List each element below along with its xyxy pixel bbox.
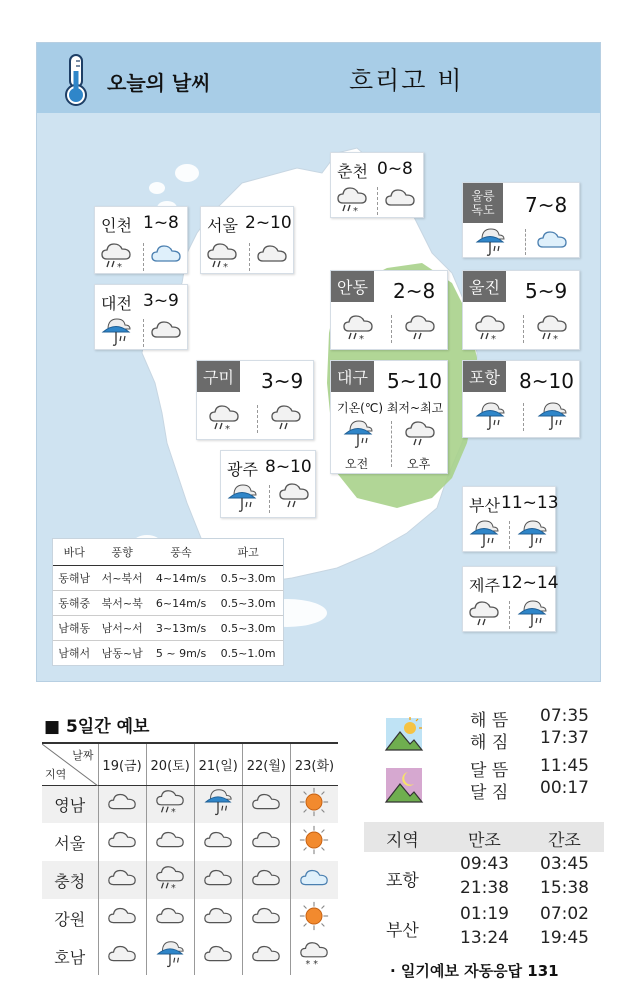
cloud-rain-snow-icon: [154, 862, 186, 894]
map-header: [37, 43, 600, 113]
cloud-rain-snow-icon: [535, 311, 569, 345]
sunset-label: 해 짐: [470, 733, 509, 753]
sea-cell: 5 ~ 9m/s: [155, 646, 207, 660]
city-card-gwangju: [220, 450, 316, 518]
sea-cell: 남해서: [58, 647, 91, 660]
cloud-rain-snow-icon: [473, 311, 507, 345]
rain-icon: [154, 938, 186, 970]
sunrise-label: 해 뜸: [470, 711, 509, 731]
divider: [391, 315, 392, 343]
tide-header-high: 만조: [468, 831, 501, 851]
table-row: [53, 641, 283, 666]
cloud-rain-snow-icon: [207, 401, 241, 435]
cloud-icon: [106, 900, 138, 932]
cloud-icon: [383, 181, 417, 215]
sea-condition-table: [52, 538, 284, 666]
table-row: [42, 937, 338, 975]
tide-low-2: 19:45: [540, 928, 589, 948]
city-temp: 7~8: [525, 193, 568, 217]
cloud-rain-snow-icon: [99, 239, 133, 273]
cloud-rain-icon: [403, 311, 437, 345]
corner-header: [42, 743, 98, 785]
city-temp: 5~10: [387, 369, 442, 393]
divider: [523, 315, 524, 343]
legend-label: 기온(℃) 최저~최고: [337, 401, 444, 415]
tide-low-1: 07:02: [540, 904, 589, 924]
sea-cell: 동해남: [53, 566, 95, 591]
tide-header-region: 지역: [386, 831, 419, 851]
city-badge: 대구: [331, 361, 374, 392]
city-card-jeju: [462, 566, 559, 632]
ars-info: · 일기예보 자동응답 131: [390, 962, 559, 980]
city-card-ulleung-dokdo: [462, 182, 580, 258]
cloud-light-icon: [149, 237, 183, 271]
sea-cell: 6~14m/s: [149, 591, 213, 616]
city-name: 인천: [101, 216, 132, 235]
region-label: 충청: [42, 861, 98, 899]
moonrise-label: 달 뜸: [470, 761, 509, 781]
moonrise-time: 11:45: [540, 756, 589, 776]
sea-header: 풍향: [95, 539, 148, 566]
cloud-icon: [154, 824, 186, 856]
sea-cell: 0.5~3.0m: [213, 591, 283, 616]
city-badge: 구미: [197, 361, 240, 392]
divider: [257, 405, 258, 433]
cloud-rain-icon: [277, 479, 311, 513]
cloud-light-icon: [535, 223, 569, 257]
table-row: [42, 861, 338, 899]
sea-cell: 남동~남: [101, 647, 143, 660]
city-card-seoul: [200, 206, 294, 274]
table-row: [53, 566, 283, 591]
sunset-time: 17:37: [540, 728, 589, 748]
weather-summary: 흐리고 비: [349, 66, 464, 95]
divider: [509, 601, 510, 629]
city-name: 서울: [207, 216, 238, 235]
city-badge: 울릉 독도: [463, 183, 503, 223]
divider: [249, 243, 250, 271]
cloud-icon: [250, 786, 282, 818]
corner-top-label: 날짜: [72, 749, 94, 762]
cloud-icon: [106, 786, 138, 818]
region-label: 강원: [42, 899, 98, 937]
city-temp: 5~9: [525, 279, 568, 303]
city-temp: 11~13: [501, 493, 559, 513]
tide-region: 부산: [386, 921, 419, 941]
city-card-andong: [330, 270, 448, 350]
divider: [143, 243, 144, 271]
sea-cell: 서~북서: [95, 566, 148, 591]
city-badge: 안동: [331, 271, 374, 302]
city-temp: 8~10: [265, 457, 312, 477]
moonset-label: 달 짐: [470, 783, 509, 803]
moonset-time: 00:17: [540, 778, 589, 798]
city-badge: 울진: [463, 271, 506, 302]
sunrise-time: 07:35: [540, 706, 589, 726]
sea-cell: 동해중: [53, 591, 95, 616]
tide-high-1: 09:43: [460, 854, 509, 874]
cloud-rain-icon: [269, 401, 303, 435]
city-card-gumi: [196, 360, 314, 440]
moonrise-mountain-icon: [384, 764, 424, 804]
rain-icon: [467, 517, 501, 551]
sea-cell: 4~14m/s: [149, 566, 213, 591]
rain-icon: [225, 481, 259, 515]
day-header: 19(금): [98, 743, 146, 785]
rain-icon: [515, 597, 549, 631]
sun-icon: [298, 824, 330, 856]
tide-region: 포항: [386, 871, 419, 891]
rain-icon: [535, 399, 569, 433]
cloud-rain-snow-icon: [335, 183, 369, 217]
tide-low-1: 03:45: [540, 854, 589, 874]
table-row: [42, 823, 338, 861]
divider: [391, 421, 392, 467]
rain-icon: [202, 786, 234, 818]
city-name: 제주: [469, 576, 500, 595]
city-badge: 포항: [463, 361, 506, 392]
cloud-icon: [255, 237, 289, 271]
city-card-pohang: [462, 360, 580, 438]
sea-cell: 3~13m/s: [149, 616, 213, 641]
sun-icon: [298, 900, 330, 932]
cloud-icon: [250, 900, 282, 932]
sea-header: 파고: [213, 539, 283, 566]
region-label: 영남: [42, 785, 98, 823]
city-card-daejeon: [94, 284, 188, 350]
cloud-icon: [149, 313, 183, 347]
cloud-icon: [106, 938, 138, 970]
divider: [525, 229, 526, 255]
sea-cell: 남서~서: [95, 616, 148, 641]
city-card-uljin: [462, 270, 580, 350]
cloud-rain-snow-icon: [205, 239, 239, 273]
sea-header: 바다: [53, 539, 95, 566]
cloud-icon: [106, 862, 138, 894]
sea-cell: 0.5~3.0m: [213, 566, 283, 591]
cloud-icon: [250, 862, 282, 894]
legend-am: 오전: [345, 457, 369, 471]
table-row: [42, 785, 338, 823]
cloud-light-icon: [298, 862, 330, 894]
cloud-icon: [202, 862, 234, 894]
city-temp: 1~8: [143, 213, 179, 233]
rain-icon: [99, 315, 133, 349]
city-temp: 8~10: [519, 369, 574, 393]
city-temp: 2~10: [245, 213, 292, 233]
divider: [143, 319, 144, 347]
sea-cell: 남해동: [53, 616, 95, 641]
divider: [509, 521, 510, 549]
tide-high-1: 01:19: [460, 904, 509, 924]
day-header: 22(월): [242, 743, 290, 785]
cloud-icon: [154, 900, 186, 932]
city-card-daegu: [330, 360, 448, 474]
rain-icon: [473, 399, 507, 433]
thermometer-icon: [59, 53, 93, 107]
sea-cell: 0.5~1.0m: [220, 646, 276, 660]
city-temp: 3~9: [143, 291, 179, 311]
city-temp: 12~14: [501, 573, 559, 593]
table-row: [42, 899, 338, 937]
day-header: 20(토): [146, 743, 194, 785]
table-row: [53, 616, 283, 641]
cloud-snow-icon: [298, 938, 330, 970]
sunrise-mountain-icon: [384, 712, 424, 752]
cloud-rain-icon: [403, 417, 437, 451]
city-temp: 0~8: [377, 159, 413, 179]
city-temp: 2~8: [393, 279, 436, 303]
tide-high-2: 13:24: [460, 928, 509, 948]
cloud-rain-snow-icon: [154, 786, 186, 818]
tide-high-2: 21:38: [460, 878, 509, 898]
five-day-forecast-table: [42, 742, 338, 975]
tide-header-low: 간조: [548, 831, 581, 851]
cloud-icon: [202, 938, 234, 970]
cloud-icon: [202, 824, 234, 856]
tide-low-2: 15:38: [540, 878, 589, 898]
city-name: 부산: [469, 496, 500, 515]
rain-icon: [473, 225, 507, 259]
sun-icon: [298, 786, 330, 818]
city-name: 춘천: [337, 162, 368, 181]
sea-cell: 북서~북: [95, 591, 148, 616]
day-header: 21(일): [194, 743, 242, 785]
city-name: 광주: [227, 460, 258, 479]
legend-pm: 오후: [407, 457, 431, 471]
day-header: 23(화): [290, 743, 338, 785]
city-temp: 3~9: [261, 369, 304, 393]
divider: [377, 187, 378, 215]
cloud-icon: [250, 824, 282, 856]
cloud-icon: [250, 938, 282, 970]
app-title: 오늘의 날씨: [107, 71, 211, 95]
city-card-incheon: [94, 206, 188, 274]
rain-icon: [515, 517, 549, 551]
cloud-icon: [106, 824, 138, 856]
city-card-chuncheon: [330, 152, 424, 218]
city-card-busan: [462, 486, 559, 552]
city-name: 대전: [101, 294, 132, 313]
cloud-icon: [202, 900, 234, 932]
corner-bottom-label: 지역: [45, 767, 67, 781]
forecast-title: ■ 5일간 예보: [44, 717, 150, 737]
sea-cell: 0.5~3.0m: [213, 616, 283, 641]
rain-icon: [341, 417, 375, 451]
divider: [269, 485, 270, 513]
cloud-rain-icon: [467, 597, 501, 631]
divider: [523, 403, 524, 431]
region-label: 서울: [42, 823, 98, 861]
table-row: [53, 591, 283, 616]
cloud-rain-snow-icon: [341, 311, 375, 345]
region-label: 호남: [42, 937, 98, 975]
sea-header: 풍속: [149, 539, 213, 566]
